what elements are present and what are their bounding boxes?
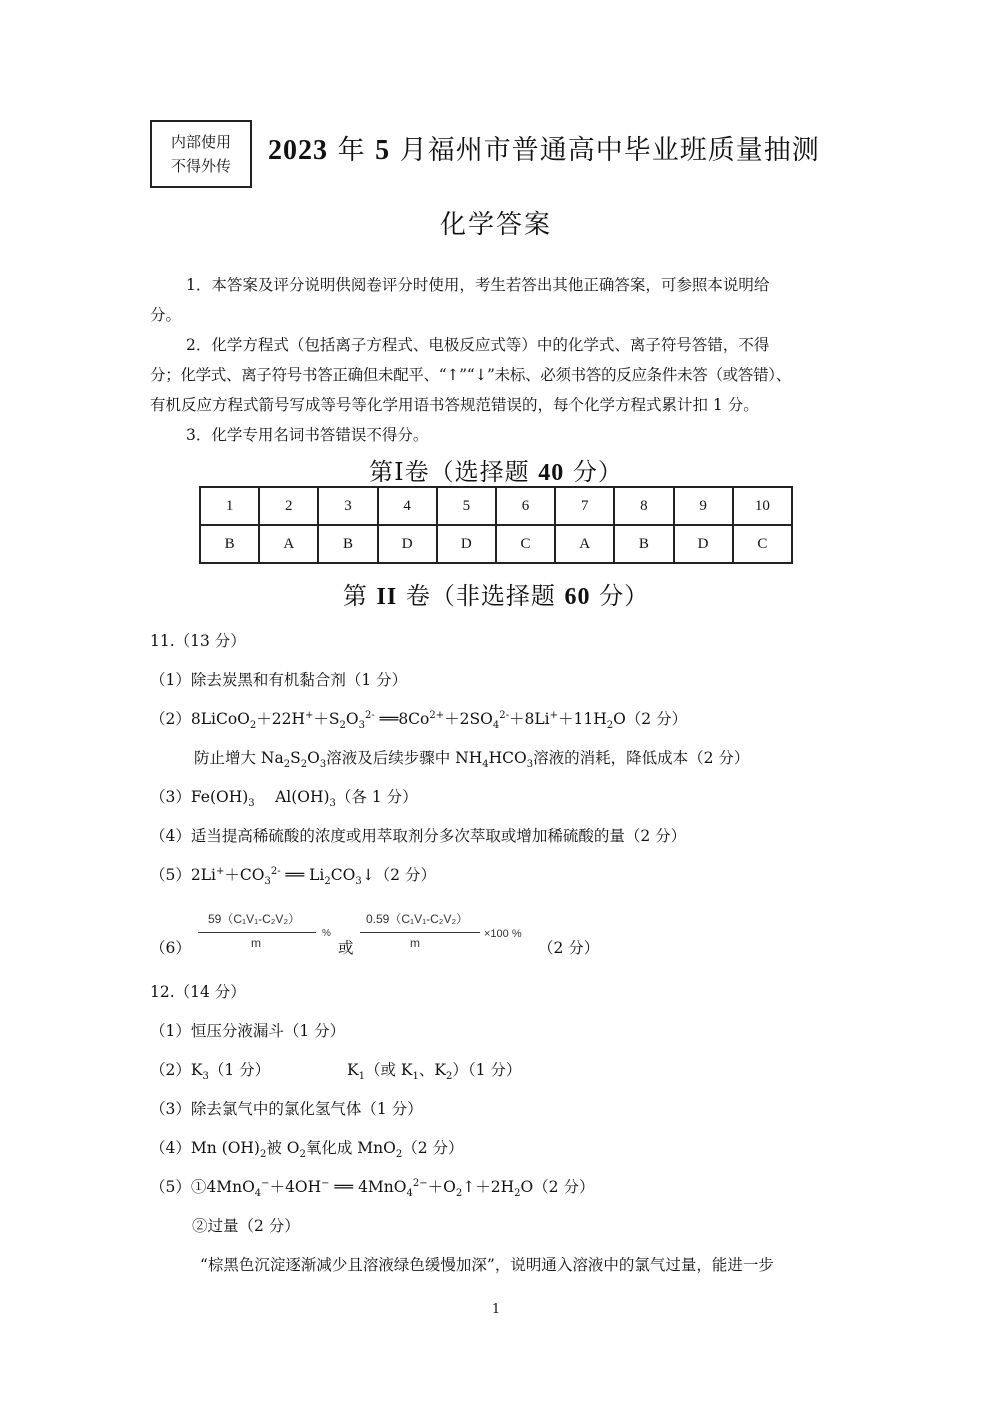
fraction-2-numerator: 0.59（C₁V₁-C₂V₂） xyxy=(366,912,469,926)
question-number-cell: 4 xyxy=(378,487,437,525)
document-subtitle: 化学答案 xyxy=(439,210,552,240)
or-word: 或 xyxy=(338,939,354,957)
q12-part-2a: $(2)K_3(1$ 分） xyxy=(150,1061,271,1083)
section-1-pre: 第Ⅰ卷（选择题 xyxy=(369,458,539,486)
section-1-heading xyxy=(0,452,992,487)
note-1-line-a: 1．本答案及评分说明供阅卷评分时使用，考生若答出其他正确答案，可参照本说明给 xyxy=(186,276,770,294)
fraction-1-unit: % xyxy=(322,928,331,939)
answer-cell: D xyxy=(674,525,733,563)
answer-cell: D xyxy=(378,525,437,563)
formula-fraction-1 xyxy=(198,910,318,950)
q11-part-6-label: （6） xyxy=(150,939,191,957)
q12-part-1: （1）恒压分液漏斗（1 分） xyxy=(150,1022,346,1040)
fraction-2-bar xyxy=(360,932,480,933)
fraction-2-unit: ×100 % xyxy=(484,928,522,940)
answer-cell: B xyxy=(200,525,259,563)
document-title xyxy=(268,128,820,167)
q11-part-1: （1）除去炭黑和有机黏合剂（1 分） xyxy=(150,671,408,689)
section-2-heading xyxy=(0,576,992,611)
section-2-pre: 第 xyxy=(342,582,377,610)
q11-heading: 11.（13 分） xyxy=(150,632,246,650)
question-number-cell: 8 xyxy=(614,487,673,525)
section-2-post: 分） xyxy=(590,582,650,610)
title-year: 2023 xyxy=(268,135,328,166)
q11-part-5-equation: $(5)2Li^++CO_3^{2-}$ ══ $Li_2CO_3↓(2$ 分） xyxy=(150,865,436,888)
q12-part-5-explanation: “棕黑色沉淀逐渐减少且溶液绿色缓慢加深”，说明通入溶液中的氯气过量，能进一步 xyxy=(200,1256,774,1274)
q12-part-4: （4）Mn $(OH)_2$被 $O_2$氧化成 MnO$_2$（2 分） xyxy=(150,1139,464,1161)
title-nian: 年 xyxy=(328,135,376,166)
question-number-cell: 3 xyxy=(318,487,377,525)
q11-part-2-note: 防止增大 $Na_2S_2O_3$溶液及后续步骤中 $NH_4HCO_3$溶液的消耗，降低成本（2 分） xyxy=(194,749,750,771)
answer-table xyxy=(199,486,793,564)
section-1-score: 40 xyxy=(538,460,565,486)
answer-cell: C xyxy=(733,525,792,563)
q11-part-3: $(3)Fe(OH)_3$ $Al(OH)_3$（各 1 分） xyxy=(150,788,418,810)
section-1-post: 分） xyxy=(564,458,623,486)
stamp-line-2: 不得外传 xyxy=(170,157,231,175)
answer-cell: A xyxy=(555,525,614,563)
answer-table-answer-row xyxy=(200,525,792,563)
formula-fraction-2 xyxy=(360,910,482,950)
section-2-score: 60 xyxy=(564,584,591,610)
fraction-1-numerator: 59（C₁V₁-C₂V₂） xyxy=(208,912,301,926)
page-number: 1 xyxy=(491,1302,501,1317)
section-2-roman: II xyxy=(376,584,398,610)
note-2-line-a: 2．化学方程式（包括离子方程式、电极反应式等）中的化学式、离子符号答错，不得 xyxy=(186,336,770,354)
q12-part-5-answer-2: ②过量（2 分） xyxy=(192,1217,300,1235)
q11-part-2-equation: $(2)8LiCoO_2+22H^++S_2O_3^{2-}$ $══8Co^{2+}+2SO_4^{2-}+8Li^++11H_2O(2$ 分） xyxy=(150,709,688,732)
q11-part-6-score: （2 分） xyxy=(538,939,600,957)
note-2-line-b: 分；化学式、离子符号书答正确但未配平、“↑”“↓”未标、必须书答的反应条件未答（或答错）、 xyxy=(150,366,791,384)
note-1-line-b: 分。 xyxy=(150,306,182,324)
fraction-2-denominator: m xyxy=(410,936,420,950)
answer-cell: C xyxy=(496,525,555,563)
q12-part-2b: $K_1$（或 $K_1$、$K_2)(1$ 分） xyxy=(347,1061,522,1083)
question-number-cell: 7 xyxy=(555,487,614,525)
q11-part-4: （4）适当提高稀硫酸的浓度或用萃取剂分多次萃取或增加稀硫酸的量（2 分） xyxy=(150,827,687,845)
fraction-1-denominator: m xyxy=(251,936,261,950)
question-number-cell: 5 xyxy=(437,487,496,525)
answer-cell: B xyxy=(318,525,377,563)
title-month: 5 xyxy=(375,135,391,166)
stamp-line-1: 内部使用 xyxy=(170,133,231,151)
q12-part-3: （3）除去氯气中的氯化氢气体（1 分） xyxy=(150,1100,423,1118)
internal-use-stamp xyxy=(150,120,252,188)
question-number-cell: 9 xyxy=(674,487,733,525)
question-number-cell: 1 xyxy=(200,487,259,525)
q12-part-5-equation: （5）①4MnO$_4$−＋4OH− ══ $4MnO_4^{2-}+O_2↑+2H_2O(2$ 分） xyxy=(150,1177,595,1200)
answer-cell: D xyxy=(437,525,496,563)
question-number-cell: 6 xyxy=(496,487,555,525)
answer-cell: A xyxy=(259,525,318,563)
question-number-cell: 10 xyxy=(733,487,792,525)
answer-cell: B xyxy=(614,525,673,563)
title-rest: 月福州市普通高中毕业班质量抽测 xyxy=(390,135,820,166)
note-2-line-c: 有机反应方程式箭号写成等号等化学用语书答规范错误的，每个化学方程式累计扣 1 分。 xyxy=(150,396,759,414)
q12-heading: 12.（14 分） xyxy=(150,983,246,1001)
fraction-1-bar xyxy=(198,932,316,933)
section-2-mid: 卷（非选择题 xyxy=(397,582,565,610)
answer-table-number-row xyxy=(200,487,792,525)
note-3: 3．化学专用名词书答错误不得分。 xyxy=(186,426,429,444)
question-number-cell: 2 xyxy=(259,487,318,525)
